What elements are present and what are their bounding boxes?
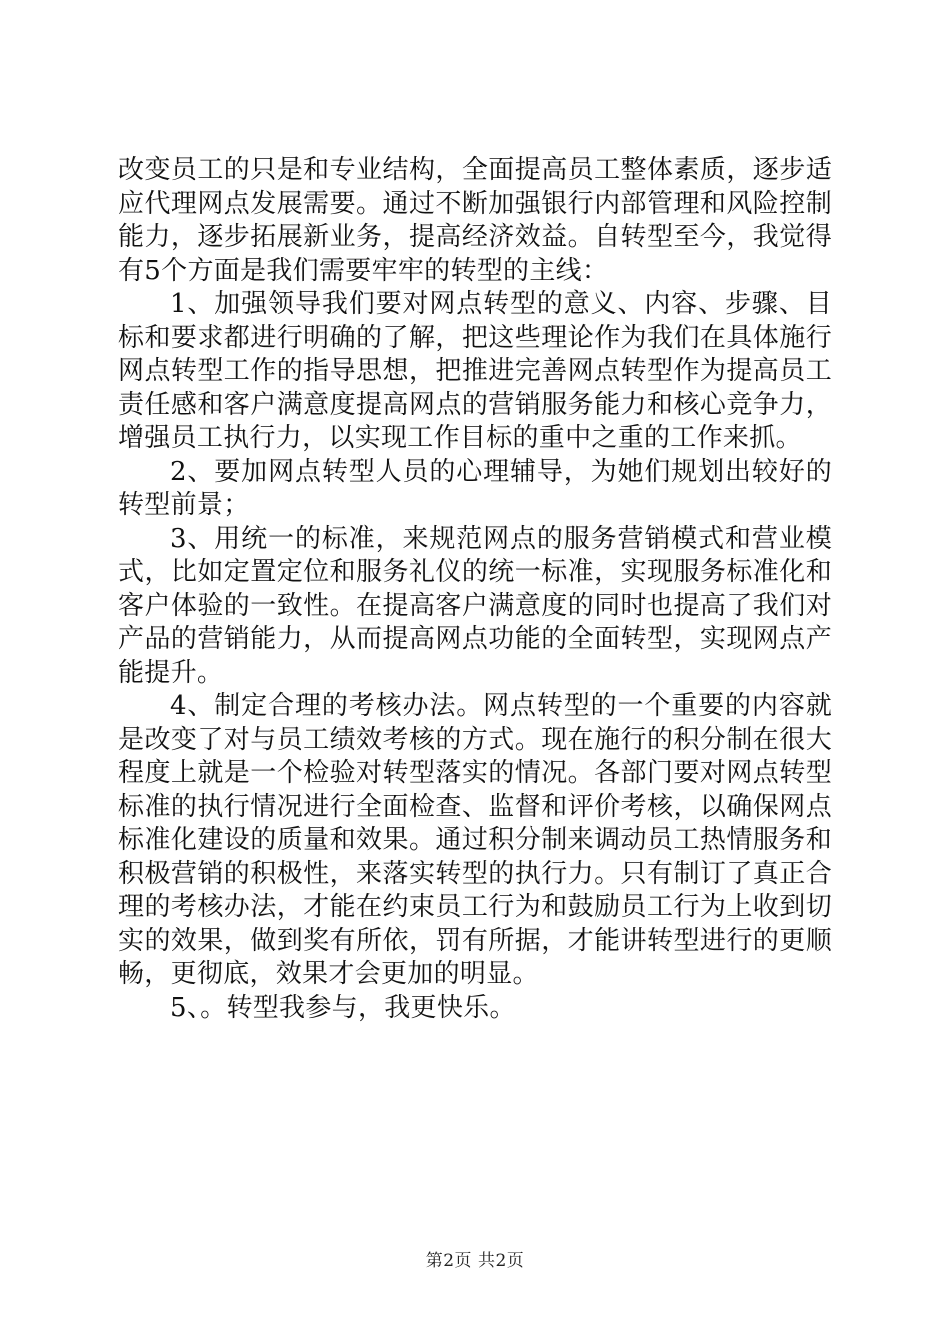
paragraph-item-5: 5、。转型我参与，我更快乐。 [170, 992, 516, 1023]
paragraph-intro: 改变员工的只是和专业结构，全面提高员工整体素质，逐步适应代理网点发展需要。通过不断加强银行内部管理和风险控制能力，逐步拓展新业务，提高经济效益。自转型至今，我觉得有5个方面是我们需要牢牢的转型的主线： [118, 155, 832, 286]
paragraph-item-4: 4、制定合理的考核办法。网点转型的一个重要的内容就是改变了对与员工绩效考核的方式。现在施行的积分制在很大程度上就是一个检验对转型落实的情况。各部门要对网点转型标准的执行情况进行全面检查、监督和评价考核，以确保网点标准化建设的质量和效果。通过积分制来调动员工热情服务和积极营销的积极性，来落实转型的执行力。只有制订了真正合理的考核办法，才能在约束员工行为和鼓励员工行为上收到切实的效果，做到奖有所依，罚有所据，才能讲转型进行的更顺畅，更彻底，效果才会更加的明显。 [118, 691, 832, 989]
paragraph-item-1: 1、加强领导我们要对网点转型的意义、内容、步骤、目标和要求都进行明确的了解，把这些理论作为我们在具体施行网点转型工作的指导思想，把推进完善网点转型作为提高员工责任感和客户满意度提高网点的营销服务能力和核心竞争力，增强员工执行力，以实现工作目标的重中之重的工作来抓。 [118, 289, 832, 453]
paragraph-item-2: 2、要加网点转型人员的心理辅导，为她们规划出较好的转型前景； [118, 456, 832, 520]
paragraph-item-3: 3、用统一的标准，来规范网点的服务营销模式和营业模式，比如定置定位和服务礼仪的统一标准，实现服务标准化和客户体验的一致性。在提高客户满意度的同时也提高了我们对产品的营销能力，从而提高网点功能的全面转型，实现网点产能提升。 [118, 523, 832, 688]
page-number-footer: 第2页 共2页 [425, 1251, 525, 1271]
document-body [118, 154, 832, 1025]
